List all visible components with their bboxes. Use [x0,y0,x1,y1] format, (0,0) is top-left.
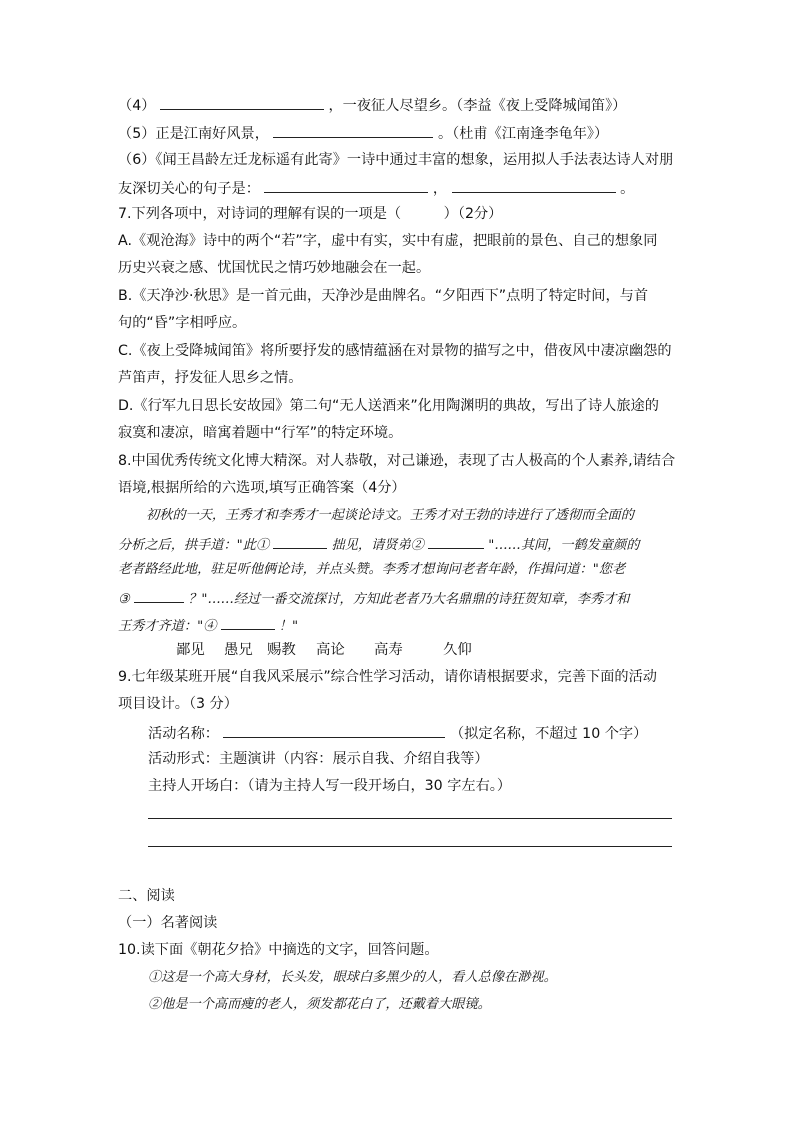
option-word: 久仰 [443,642,472,658]
answer-blank-2[interactable] [428,533,484,549]
answer-blank[interactable] [264,177,428,193]
passage-text: 分析之后，拱手道："此① [118,538,270,553]
answer-blank-3[interactable] [134,587,184,603]
q7-option-c-line2: 芦笛声，抒发征人思乡之情。 [118,370,303,386]
q6-item-4-number: （4） [118,98,156,114]
q7-option-b-line2: 句的“昏”字相呼应。 [118,315,247,331]
q7-option-a-line2: 历史兴衰之感、忧国忧民之情巧妙地融会在一起。 [118,260,431,276]
q9-activity-form: 活动形式：主题演讲（内容：展示自我、介绍自我等） [148,751,489,767]
q6-item-6-text: 友深切关心的句子是： [118,181,260,197]
q6-item-5-text: （5）正是江南好风景， [118,126,269,142]
q9-stem-line1: 9.七年级某班开展“自我风采展示”综合性学习活动，请你请根据要求，完善下面的活动 [118,669,657,685]
answer-blank[interactable] [452,177,616,193]
q6-item-6-line1: （6）《闻王昌龄左迁龙标遥有此寄》一诗中通过丰富的想象，运用拟人手法表达诗人对朋 [118,152,674,168]
passage-text: "……其间，一鹤发童颜的 [488,538,640,553]
q7-stem: 7.下列各项中，对诗词的理解有误的一项是（ ）（2分） [118,206,503,222]
option-word: 高寿 [374,642,403,658]
q8-passage-line1: 初秋的一天，王秀才和李秀才一起谈论诗文。王秀才对王勃的诗进行了透彻而全面的 [146,508,634,523]
q6-item-6-period: 。 [620,181,635,197]
passage-text: 拙见，请贤弟② [331,538,424,553]
q10-excerpt-1: ①这是一个高大身材，长头发，眼球白多黑少的人，看人总像在渺视。 [148,970,557,985]
answer-blank-1[interactable] [273,533,327,549]
q10-stem: 10.读下面《朝花夕拾》中摘选的文字，回答问题。 [118,942,439,958]
q6-item-4 [118,94,626,116]
activity-name-label: 活动名称： [148,726,219,742]
option-word: 愚兄 [224,642,253,658]
q6-item-4-text: ，一夜征人尽望乡。（李益《夜上受降城闻笛》） [328,98,627,114]
section-two-subtitle: （一）名著阅读 [118,915,218,931]
passage-text: ！" [278,619,299,634]
option-word: 高论 [316,642,345,658]
q8-passage-line5 [118,614,298,637]
activity-name-blank[interactable] [223,722,445,738]
q8-stem-line1: 8.中国优秀传统文化博大精深。对人恭敬，对己谦逊，表现了古人极高的个人素养,请结合 [118,453,676,469]
q6-item-5 [118,122,608,144]
q7-option-d-line1: D.《行军九日思长安故园》第二句“无人送酒来”化用陶渊明的典故，写出了诗人旅途的 [118,398,659,414]
q6-item-6-line2 [118,177,634,199]
activity-name-hint: （拟定名称，不超过 10 个字） [449,726,648,742]
q10-excerpt-2: ②他是一个高而瘦的老人，须发都花白了，还戴着大眼镜。 [148,997,491,1012]
q8-passage-line4 [118,587,630,610]
q7-option-b-line1: B.《天净沙·秋思》是一首元曲，天净沙是曲牌名。“夕阳西下”点明了特定时间，与首 [118,288,649,304]
section-two-title: 二、阅读 [118,888,175,904]
passage-text: ？"……经过一番交流探讨，方知此老者乃大名鼎鼎的诗狂贺知章，李秀才和 [188,592,630,607]
option-word: 鄙见 [176,642,205,658]
passage-text: ③ [118,592,130,607]
q9-stem-line2: 项目设计。（3 分） [118,696,238,712]
q8-passage-line3: 老者路经此地，驻足听他俩论诗，并点头赞。李秀才想询问老者年龄，作揖问道："您老 [118,562,626,577]
q6-item-5-source: 。（杜甫《江南逢李龟年》） [437,126,609,142]
q8-stem-line2: 语境,根据所给的六选项,填写正确答案（4分） [118,480,406,496]
answer-line[interactable] [148,846,672,847]
q7-option-d-line2: 寂寞和凄凉，暗寓着题中“行军”的特定环境。 [118,425,403,441]
answer-blank-4[interactable] [221,614,275,630]
q7-option-c-line1: C.《夜上受降城闻笛》将所要抒发的感情蕴涵在对景物的描写之中，借夜风中凄凉幽怨的 [118,343,672,359]
answer-blank[interactable] [273,122,433,138]
q9-host-opening: 主持人开场白：（请为主持人写一段开场白，30 字左右。） [148,778,512,794]
answer-blank[interactable] [160,94,324,110]
q7-option-a-line1: A.《观沧海》诗中的两个“若”字，虚中有实，实中有虚，把眼前的景色、自己的想象同 [118,233,658,249]
answer-line[interactable] [148,818,672,819]
option-word: 赐教 [267,642,296,658]
q6-item-6-comma: ， [432,181,448,197]
q9-activity-name [148,722,647,744]
q8-passage-line2 [118,533,639,556]
passage-text: 王秀才齐道："④ [118,619,217,634]
